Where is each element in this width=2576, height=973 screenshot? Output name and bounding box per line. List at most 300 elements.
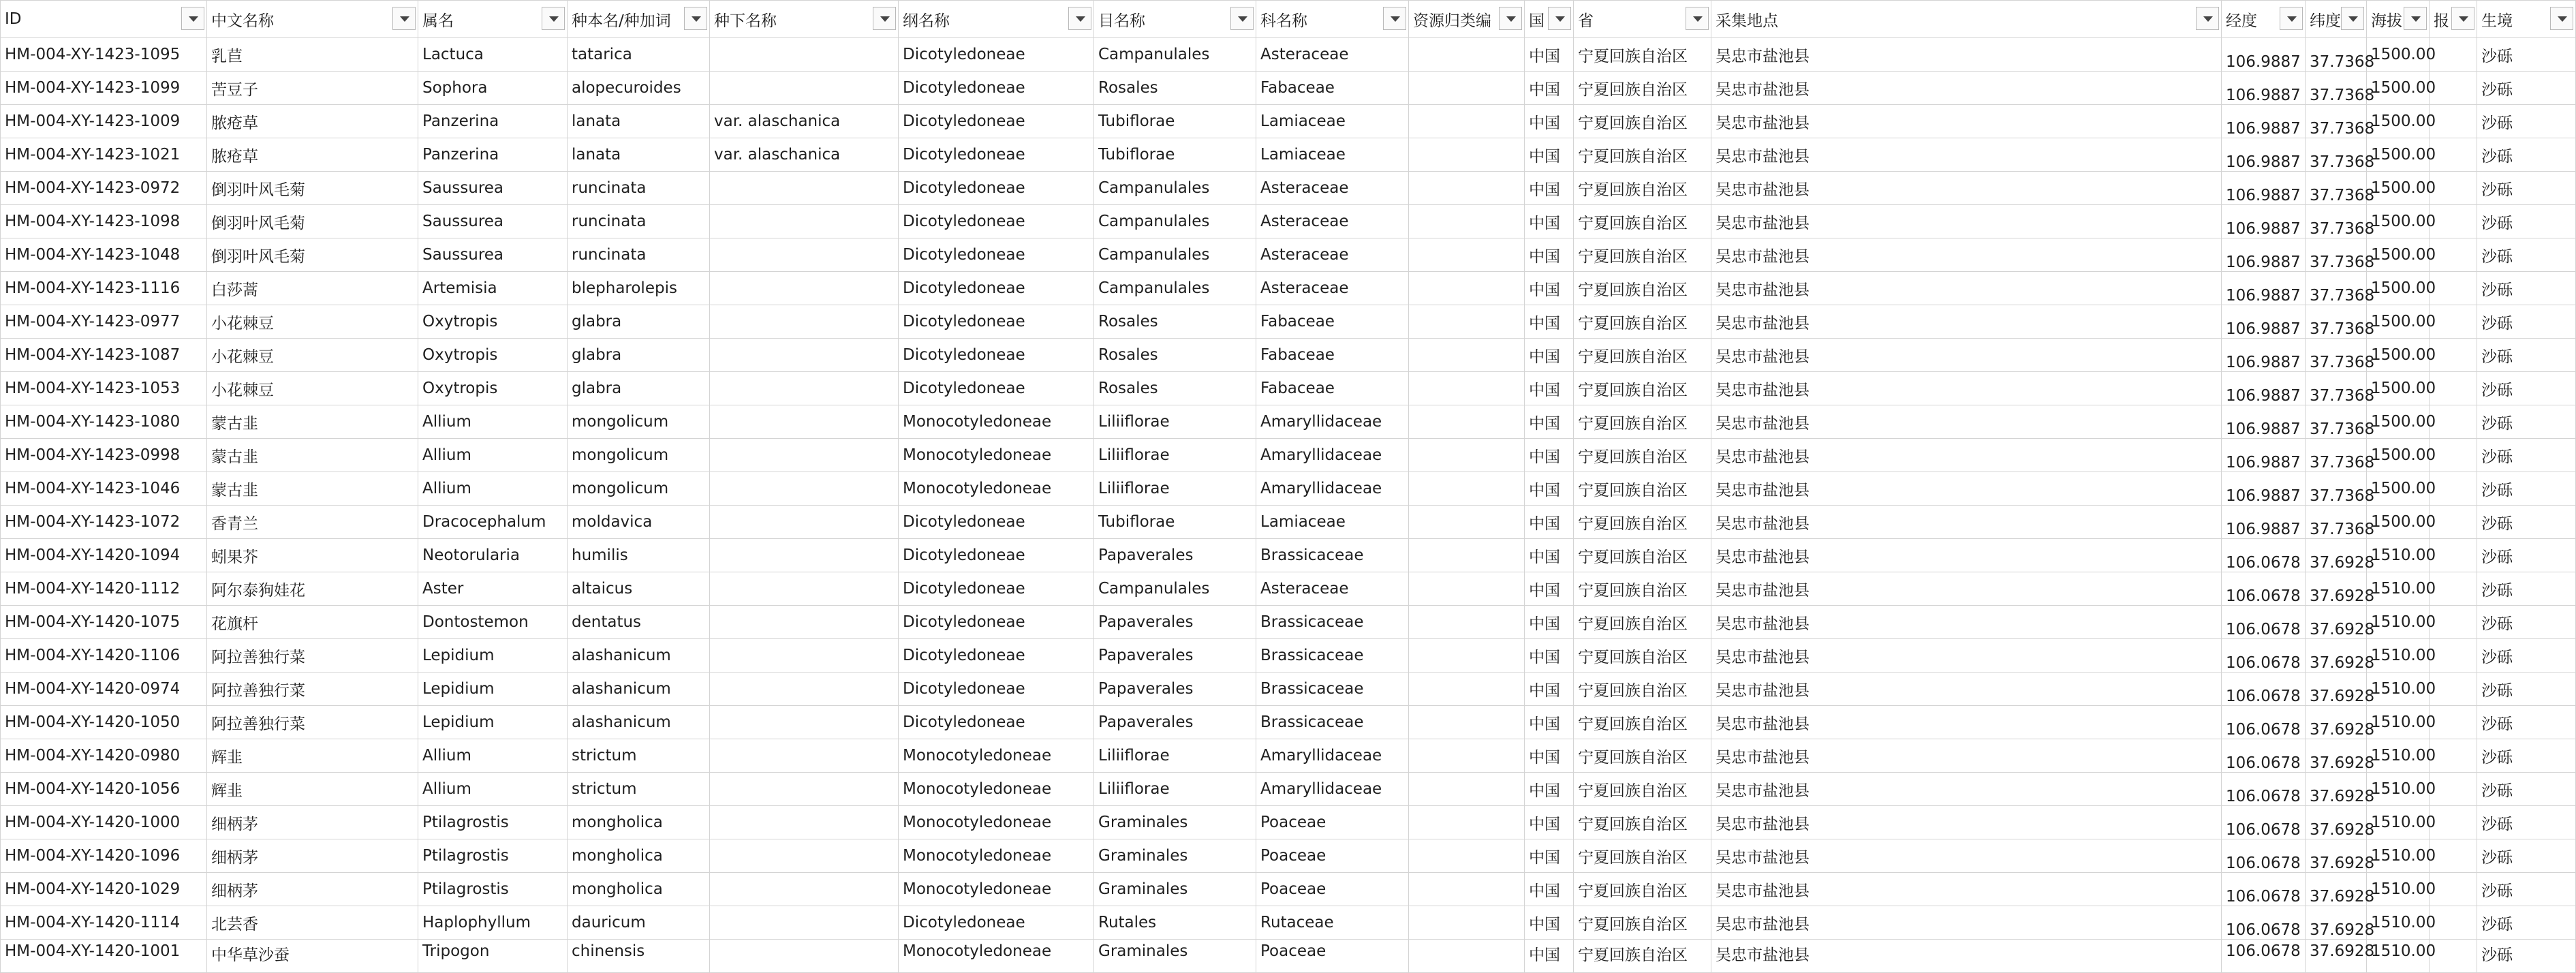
cell-id[interactable]: HM-004-XY-1420-1096 (1, 839, 207, 873)
cell-country[interactable]: 中国 (1525, 940, 1574, 973)
cell-resource[interactable] (1409, 272, 1525, 305)
cell-order[interactable]: Tubiflorae (1094, 506, 1256, 539)
cell-lat[interactable]: 37.6928 (2306, 673, 2367, 706)
cell-id[interactable]: HM-004-XY-1420-1094 (1, 539, 207, 572)
cell-cn[interactable]: 阿拉善独行菜 (207, 639, 418, 673)
cell-alt[interactable]: 1510.00 (2367, 906, 2430, 940)
cell-rep[interactable] (2430, 172, 2477, 205)
cell-lat[interactable]: 37.6928 (2306, 606, 2367, 639)
cell-infra[interactable]: var. alaschanica (710, 105, 899, 138)
cell-family[interactable]: Poaceae (1256, 940, 1409, 973)
cell-alt[interactable]: 1510.00 (2367, 673, 2430, 706)
cell-genus[interactable]: Tripogon (418, 940, 568, 973)
cell-family[interactable]: Lamiaceae (1256, 138, 1409, 172)
cell-genus[interactable]: Ptilagrostis (418, 806, 568, 839)
cell-country[interactable]: 中国 (1525, 706, 1574, 739)
cell-lat[interactable]: 37.7368 (2306, 172, 2367, 205)
cell-resource[interactable] (1409, 639, 1525, 673)
cell-resource[interactable] (1409, 572, 1525, 606)
cell-rep[interactable] (2430, 105, 2477, 138)
cell-species[interactable]: glabra (568, 339, 710, 372)
cell-locality[interactable]: 吴忠市盐池县 (1711, 773, 2222, 806)
cell-alt[interactable]: 1510.00 (2367, 639, 2430, 673)
cell-rep[interactable] (2430, 305, 2477, 339)
cell-class[interactable]: Dicotyledoneae (899, 305, 1094, 339)
cell-rep[interactable] (2430, 706, 2477, 739)
column-header-species[interactable] (568, 1, 710, 38)
cell-infra[interactable] (710, 639, 899, 673)
cell-locality[interactable]: 吴忠市盐池县 (1711, 372, 2222, 405)
cell-habitat[interactable]: 沙砾 (2477, 639, 2576, 673)
cell-id[interactable]: HM-004-XY-1423-1099 (1, 72, 207, 105)
cell-habitat[interactable]: 沙砾 (2477, 472, 2576, 506)
cell-province[interactable]: 宁夏回族自治区 (1574, 339, 1711, 372)
cell-country[interactable]: 中国 (1525, 38, 1574, 72)
cell-locality[interactable]: 吴忠市盐池县 (1711, 806, 2222, 839)
cell-rep[interactable] (2430, 472, 2477, 506)
filter-dropdown-icon[interactable] (2196, 7, 2219, 30)
filter-dropdown-icon[interactable] (2550, 7, 2573, 30)
cell-order[interactable]: Rosales (1094, 372, 1256, 405)
cell-genus[interactable]: Artemisia (418, 272, 568, 305)
cell-species[interactable]: strictum (568, 773, 710, 806)
cell-lon[interactable]: 106.0678 (2222, 572, 2306, 606)
cell-country[interactable]: 中国 (1525, 572, 1574, 606)
cell-province[interactable]: 宁夏回族自治区 (1574, 172, 1711, 205)
cell-lon[interactable]: 106.9887 (2222, 405, 2306, 439)
cell-rep[interactable] (2430, 339, 2477, 372)
cell-alt[interactable]: 1510.00 (2367, 606, 2430, 639)
filter-dropdown-icon[interactable] (684, 7, 707, 30)
cell-province[interactable]: 宁夏回族自治区 (1574, 906, 1711, 940)
cell-cn[interactable]: 倒羽叶风毛菊 (207, 205, 418, 238)
cell-lat[interactable]: 37.7368 (2306, 238, 2367, 272)
cell-locality[interactable]: 吴忠市盐池县 (1711, 38, 2222, 72)
cell-family[interactable]: Lamiaceae (1256, 506, 1409, 539)
cell-family[interactable]: Brassicaceae (1256, 673, 1409, 706)
cell-infra[interactable] (710, 940, 899, 973)
cell-species[interactable]: lanata (568, 105, 710, 138)
cell-rep[interactable] (2430, 606, 2477, 639)
cell-order[interactable]: Papaverales (1094, 706, 1256, 739)
cell-province[interactable]: 宁夏回族自治区 (1574, 539, 1711, 572)
cell-family[interactable]: Fabaceae (1256, 72, 1409, 105)
cell-habitat[interactable]: 沙砾 (2477, 673, 2576, 706)
cell-id[interactable]: HM-004-XY-1423-1095 (1, 38, 207, 72)
cell-cn[interactable]: 细柄茅 (207, 839, 418, 873)
cell-class[interactable]: Dicotyledoneae (899, 506, 1094, 539)
cell-locality[interactable]: 吴忠市盐池县 (1711, 205, 2222, 238)
cell-order[interactable]: Campanulales (1094, 205, 1256, 238)
cell-resource[interactable] (1409, 305, 1525, 339)
cell-habitat[interactable]: 沙砾 (2477, 439, 2576, 472)
cell-id[interactable]: HM-004-XY-1420-1000 (1, 806, 207, 839)
cell-resource[interactable] (1409, 839, 1525, 873)
cell-class[interactable]: Monocotyledoneae (899, 439, 1094, 472)
cell-class[interactable]: Monocotyledoneae (899, 773, 1094, 806)
cell-id[interactable]: HM-004-XY-1423-1046 (1, 472, 207, 506)
cell-genus[interactable]: Lepidium (418, 673, 568, 706)
cell-resource[interactable] (1409, 38, 1525, 72)
cell-order[interactable]: Rosales (1094, 72, 1256, 105)
cell-class[interactable]: Dicotyledoneae (899, 572, 1094, 606)
cell-order[interactable]: Graminales (1094, 873, 1256, 906)
cell-province[interactable]: 宁夏回族自治区 (1574, 472, 1711, 506)
cell-id[interactable]: HM-004-XY-1420-1112 (1, 572, 207, 606)
cell-genus[interactable]: Lepidium (418, 639, 568, 673)
cell-country[interactable]: 中国 (1525, 472, 1574, 506)
cell-infra[interactable] (710, 773, 899, 806)
cell-lon[interactable]: 106.0678 (2222, 739, 2306, 773)
cell-resource[interactable] (1409, 372, 1525, 405)
cell-lon[interactable]: 106.9887 (2222, 272, 2306, 305)
cell-lon[interactable]: 106.9887 (2222, 172, 2306, 205)
cell-resource[interactable] (1409, 439, 1525, 472)
cell-lon[interactable]: 106.0678 (2222, 940, 2306, 973)
cell-id[interactable]: HM-004-XY-1423-0977 (1, 305, 207, 339)
cell-infra[interactable] (710, 405, 899, 439)
cell-alt[interactable]: 1510.00 (2367, 806, 2430, 839)
cell-locality[interactable]: 吴忠市盐池县 (1711, 472, 2222, 506)
cell-locality[interactable]: 吴忠市盐池县 (1711, 572, 2222, 606)
cell-class[interactable]: Monocotyledoneae (899, 839, 1094, 873)
cell-alt[interactable]: 1510.00 (2367, 739, 2430, 773)
cell-locality[interactable]: 吴忠市盐池县 (1711, 839, 2222, 873)
cell-family[interactable]: Brassicaceae (1256, 639, 1409, 673)
cell-lat[interactable]: 37.6928 (2306, 906, 2367, 940)
cell-class[interactable]: Monocotyledoneae (899, 806, 1094, 839)
cell-lon[interactable]: 106.0678 (2222, 606, 2306, 639)
cell-class[interactable]: Dicotyledoneae (899, 205, 1094, 238)
cell-genus[interactable]: Allium (418, 773, 568, 806)
cell-alt[interactable]: 1510.00 (2367, 839, 2430, 873)
cell-country[interactable]: 中国 (1525, 906, 1574, 940)
cell-alt[interactable]: 1500.00 (2367, 138, 2430, 172)
cell-habitat[interactable]: 沙砾 (2477, 572, 2576, 606)
cell-id[interactable]: HM-004-XY-1420-1029 (1, 873, 207, 906)
cell-rep[interactable] (2430, 773, 2477, 806)
cell-alt[interactable]: 1500.00 (2367, 72, 2430, 105)
column-header-id[interactable] (1, 1, 207, 38)
cell-province[interactable]: 宁夏回族自治区 (1574, 439, 1711, 472)
cell-country[interactable]: 中国 (1525, 172, 1574, 205)
cell-rep[interactable] (2430, 405, 2477, 439)
cell-rep[interactable] (2430, 238, 2477, 272)
cell-genus[interactable]: Panzerina (418, 138, 568, 172)
cell-country[interactable]: 中国 (1525, 673, 1574, 706)
cell-lat[interactable]: 37.6928 (2306, 639, 2367, 673)
cell-species[interactable]: tatarica (568, 38, 710, 72)
cell-habitat[interactable]: 沙砾 (2477, 138, 2576, 172)
cell-country[interactable]: 中国 (1525, 372, 1574, 405)
cell-cn[interactable]: 倒羽叶风毛菊 (207, 172, 418, 205)
cell-order[interactable]: Papaverales (1094, 606, 1256, 639)
cell-species[interactable]: alopecuroides (568, 72, 710, 105)
cell-province[interactable]: 宁夏回族自治区 (1574, 38, 1711, 72)
cell-lon[interactable]: 106.9887 (2222, 38, 2306, 72)
cell-order[interactable]: Tubiflorae (1094, 105, 1256, 138)
cell-rep[interactable] (2430, 906, 2477, 940)
cell-family[interactable]: Amaryllidaceae (1256, 439, 1409, 472)
cell-locality[interactable]: 吴忠市盐池县 (1711, 339, 2222, 372)
cell-order[interactable]: Graminales (1094, 806, 1256, 839)
cell-cn[interactable]: 阿尔泰狗娃花 (207, 572, 418, 606)
cell-lat[interactable]: 37.6928 (2306, 806, 2367, 839)
cell-species[interactable]: chinensis (568, 940, 710, 973)
cell-country[interactable]: 中国 (1525, 873, 1574, 906)
filter-dropdown-icon[interactable] (1548, 7, 1571, 30)
cell-lon[interactable]: 106.0678 (2222, 773, 2306, 806)
cell-habitat[interactable]: 沙砾 (2477, 372, 2576, 405)
filter-dropdown-icon[interactable] (392, 7, 416, 30)
cell-habitat[interactable]: 沙砾 (2477, 38, 2576, 72)
cell-family[interactable]: Amaryllidaceae (1256, 405, 1409, 439)
cell-id[interactable]: HM-004-XY-1420-0980 (1, 739, 207, 773)
cell-id[interactable]: HM-004-XY-1420-1106 (1, 639, 207, 673)
cell-country[interactable]: 中国 (1525, 739, 1574, 773)
cell-id[interactable]: HM-004-XY-1423-1048 (1, 238, 207, 272)
cell-class[interactable]: Dicotyledoneae (899, 72, 1094, 105)
cell-alt[interactable]: 1500.00 (2367, 205, 2430, 238)
cell-lon[interactable]: 106.0678 (2222, 873, 2306, 906)
cell-lat[interactable]: 37.7368 (2306, 205, 2367, 238)
cell-class[interactable]: Dicotyledoneae (899, 339, 1094, 372)
cell-infra[interactable] (710, 539, 899, 572)
cell-cn[interactable]: 白莎蒿 (207, 272, 418, 305)
column-header-alt[interactable] (2367, 1, 2430, 38)
cell-lon[interactable]: 106.9887 (2222, 72, 2306, 105)
cell-rep[interactable] (2430, 572, 2477, 606)
cell-resource[interactable] (1409, 706, 1525, 739)
cell-alt[interactable]: 1500.00 (2367, 405, 2430, 439)
cell-rep[interactable] (2430, 272, 2477, 305)
cell-lat[interactable]: 37.7368 (2306, 405, 2367, 439)
cell-alt[interactable]: 1510.00 (2367, 773, 2430, 806)
cell-infra[interactable]: var. alaschanica (710, 138, 899, 172)
cell-cn[interactable]: 小花棘豆 (207, 372, 418, 405)
cell-lat[interactable]: 37.7368 (2306, 506, 2367, 539)
filter-dropdown-icon[interactable] (2451, 7, 2474, 30)
cell-resource[interactable] (1409, 606, 1525, 639)
cell-habitat[interactable]: 沙砾 (2477, 706, 2576, 739)
filter-dropdown-icon[interactable] (1068, 7, 1091, 30)
cell-habitat[interactable]: 沙砾 (2477, 906, 2576, 940)
cell-locality[interactable]: 吴忠市盐池县 (1711, 439, 2222, 472)
cell-resource[interactable] (1409, 940, 1525, 973)
cell-rep[interactable] (2430, 639, 2477, 673)
cell-lon[interactable]: 106.0678 (2222, 539, 2306, 572)
cell-infra[interactable] (710, 205, 899, 238)
filter-dropdown-icon[interactable] (873, 7, 896, 30)
filter-dropdown-icon[interactable] (542, 7, 565, 30)
cell-alt[interactable]: 1510.00 (2367, 873, 2430, 906)
cell-family[interactable]: Asteraceae (1256, 205, 1409, 238)
cell-infra[interactable] (710, 873, 899, 906)
cell-locality[interactable]: 吴忠市盐池县 (1711, 506, 2222, 539)
cell-family[interactable]: Brassicaceae (1256, 539, 1409, 572)
cell-rep[interactable] (2430, 673, 2477, 706)
cell-infra[interactable] (710, 806, 899, 839)
cell-rep[interactable] (2430, 38, 2477, 72)
cell-genus[interactable]: Allium (418, 472, 568, 506)
cell-province[interactable]: 宁夏回族自治区 (1574, 739, 1711, 773)
cell-class[interactable]: Dicotyledoneae (899, 906, 1094, 940)
cell-genus[interactable]: Sophora (418, 72, 568, 105)
cell-id[interactable]: HM-004-XY-1423-1021 (1, 138, 207, 172)
cell-rep[interactable] (2430, 506, 2477, 539)
cell-country[interactable]: 中国 (1525, 205, 1574, 238)
cell-lat[interactable]: 37.6928 (2306, 940, 2367, 973)
cell-lat[interactable]: 37.6928 (2306, 739, 2367, 773)
filter-dropdown-icon[interactable] (2404, 7, 2427, 30)
cell-resource[interactable] (1409, 806, 1525, 839)
cell-resource[interactable] (1409, 172, 1525, 205)
cell-species[interactable]: mongholica (568, 839, 710, 873)
cell-lat[interactable]: 37.6928 (2306, 706, 2367, 739)
cell-order[interactable]: Papaverales (1094, 673, 1256, 706)
cell-lat[interactable]: 37.6928 (2306, 773, 2367, 806)
cell-family[interactable]: Fabaceae (1256, 372, 1409, 405)
cell-cn[interactable]: 蒙古韭 (207, 472, 418, 506)
cell-cn[interactable]: 脓疮草 (207, 138, 418, 172)
cell-resource[interactable] (1409, 72, 1525, 105)
column-header-class[interactable] (899, 1, 1094, 38)
cell-rep[interactable] (2430, 940, 2477, 973)
cell-id[interactable]: HM-004-XY-1423-1072 (1, 506, 207, 539)
cell-infra[interactable] (710, 72, 899, 105)
cell-order[interactable]: Campanulales (1094, 238, 1256, 272)
cell-country[interactable]: 中国 (1525, 839, 1574, 873)
cell-genus[interactable]: Allium (418, 405, 568, 439)
cell-locality[interactable]: 吴忠市盐池县 (1711, 238, 2222, 272)
cell-country[interactable]: 中国 (1525, 405, 1574, 439)
cell-species[interactable]: alashanicum (568, 706, 710, 739)
cell-resource[interactable] (1409, 138, 1525, 172)
cell-species[interactable]: humilis (568, 539, 710, 572)
cell-resource[interactable] (1409, 906, 1525, 940)
cell-lon[interactable]: 106.9887 (2222, 506, 2306, 539)
cell-cn[interactable]: 细柄茅 (207, 806, 418, 839)
cell-lon[interactable]: 106.9887 (2222, 339, 2306, 372)
cell-species[interactable]: mongolicum (568, 472, 710, 506)
filter-dropdown-icon[interactable] (2280, 7, 2303, 30)
cell-lon[interactable]: 106.9887 (2222, 439, 2306, 472)
cell-lat[interactable]: 37.7368 (2306, 105, 2367, 138)
cell-locality[interactable]: 吴忠市盐池县 (1711, 138, 2222, 172)
cell-family[interactable]: Poaceae (1256, 873, 1409, 906)
column-header-cn[interactable] (207, 1, 418, 38)
cell-infra[interactable] (710, 439, 899, 472)
cell-alt[interactable]: 1500.00 (2367, 305, 2430, 339)
filter-dropdown-icon[interactable] (1686, 7, 1709, 30)
cell-lon[interactable]: 106.0678 (2222, 706, 2306, 739)
cell-class[interactable]: Dicotyledoneae (899, 673, 1094, 706)
cell-order[interactable]: Graminales (1094, 839, 1256, 873)
cell-species[interactable]: alashanicum (568, 673, 710, 706)
cell-habitat[interactable]: 沙砾 (2477, 606, 2576, 639)
cell-id[interactable]: HM-004-XY-1423-1116 (1, 272, 207, 305)
cell-order[interactable]: Campanulales (1094, 38, 1256, 72)
cell-family[interactable]: Asteraceae (1256, 38, 1409, 72)
column-header-habitat[interactable] (2477, 1, 2576, 38)
cell-alt[interactable]: 1510.00 (2367, 539, 2430, 572)
cell-class[interactable]: Dicotyledoneae (899, 105, 1094, 138)
cell-locality[interactable]: 吴忠市盐池县 (1711, 405, 2222, 439)
cell-resource[interactable] (1409, 238, 1525, 272)
cell-class[interactable]: Monocotyledoneae (899, 940, 1094, 973)
cell-locality[interactable]: 吴忠市盐池县 (1711, 706, 2222, 739)
cell-alt[interactable]: 1500.00 (2367, 105, 2430, 138)
cell-species[interactable]: glabra (568, 305, 710, 339)
cell-rep[interactable] (2430, 138, 2477, 172)
cell-family[interactable]: Brassicaceae (1256, 606, 1409, 639)
cell-order[interactable]: Campanulales (1094, 172, 1256, 205)
cell-lat[interactable]: 37.7368 (2306, 439, 2367, 472)
cell-province[interactable]: 宁夏回族自治区 (1574, 105, 1711, 138)
cell-genus[interactable]: Aster (418, 572, 568, 606)
cell-country[interactable]: 中国 (1525, 606, 1574, 639)
cell-genus[interactable]: Saussurea (418, 205, 568, 238)
cell-order[interactable]: Rosales (1094, 339, 1256, 372)
cell-genus[interactable]: Allium (418, 739, 568, 773)
cell-province[interactable]: 宁夏回族自治区 (1574, 572, 1711, 606)
cell-order[interactable]: Papaverales (1094, 539, 1256, 572)
cell-family[interactable]: Brassicaceae (1256, 706, 1409, 739)
cell-species[interactable]: altaicus (568, 572, 710, 606)
cell-lon[interactable]: 106.9887 (2222, 472, 2306, 506)
cell-cn[interactable]: 小花棘豆 (207, 339, 418, 372)
cell-infra[interactable] (710, 238, 899, 272)
cell-family[interactable]: Lamiaceae (1256, 105, 1409, 138)
cell-class[interactable]: Monocotyledoneae (899, 873, 1094, 906)
cell-habitat[interactable]: 沙砾 (2477, 205, 2576, 238)
cell-locality[interactable]: 吴忠市盐池县 (1711, 105, 2222, 138)
filter-dropdown-icon[interactable] (1499, 7, 1522, 30)
cell-order[interactable]: Rosales (1094, 305, 1256, 339)
cell-cn[interactable]: 细柄茅 (207, 873, 418, 906)
cell-province[interactable]: 宁夏回族自治区 (1574, 272, 1711, 305)
cell-family[interactable]: Amaryllidaceae (1256, 472, 1409, 506)
cell-genus[interactable]: Oxytropis (418, 339, 568, 372)
cell-genus[interactable]: Ptilagrostis (418, 839, 568, 873)
cell-genus[interactable]: Lactuca (418, 38, 568, 72)
cell-genus[interactable]: Dontostemon (418, 606, 568, 639)
cell-rep[interactable] (2430, 739, 2477, 773)
cell-infra[interactable] (710, 172, 899, 205)
cell-country[interactable]: 中国 (1525, 439, 1574, 472)
cell-family[interactable]: Poaceae (1256, 839, 1409, 873)
cell-rep[interactable] (2430, 72, 2477, 105)
cell-order[interactable]: Liliiflorae (1094, 472, 1256, 506)
cell-family[interactable]: Fabaceae (1256, 305, 1409, 339)
column-header-genus[interactable] (418, 1, 568, 38)
cell-order[interactable]: Campanulales (1094, 272, 1256, 305)
cell-id[interactable]: HM-004-XY-1423-1053 (1, 372, 207, 405)
cell-habitat[interactable]: 沙砾 (2477, 506, 2576, 539)
cell-genus[interactable]: Oxytropis (418, 305, 568, 339)
cell-lat[interactable]: 37.6928 (2306, 572, 2367, 606)
cell-genus[interactable]: Saussurea (418, 172, 568, 205)
cell-locality[interactable]: 吴忠市盐池县 (1711, 739, 2222, 773)
cell-cn[interactable]: 阿拉善独行菜 (207, 706, 418, 739)
cell-order[interactable]: Liliiflorae (1094, 405, 1256, 439)
filter-dropdown-icon[interactable] (181, 7, 204, 30)
cell-country[interactable]: 中国 (1525, 506, 1574, 539)
cell-habitat[interactable]: 沙砾 (2477, 839, 2576, 873)
cell-family[interactable]: Poaceae (1256, 806, 1409, 839)
cell-locality[interactable]: 吴忠市盐池县 (1711, 539, 2222, 572)
cell-id[interactable]: HM-004-XY-1420-1075 (1, 606, 207, 639)
